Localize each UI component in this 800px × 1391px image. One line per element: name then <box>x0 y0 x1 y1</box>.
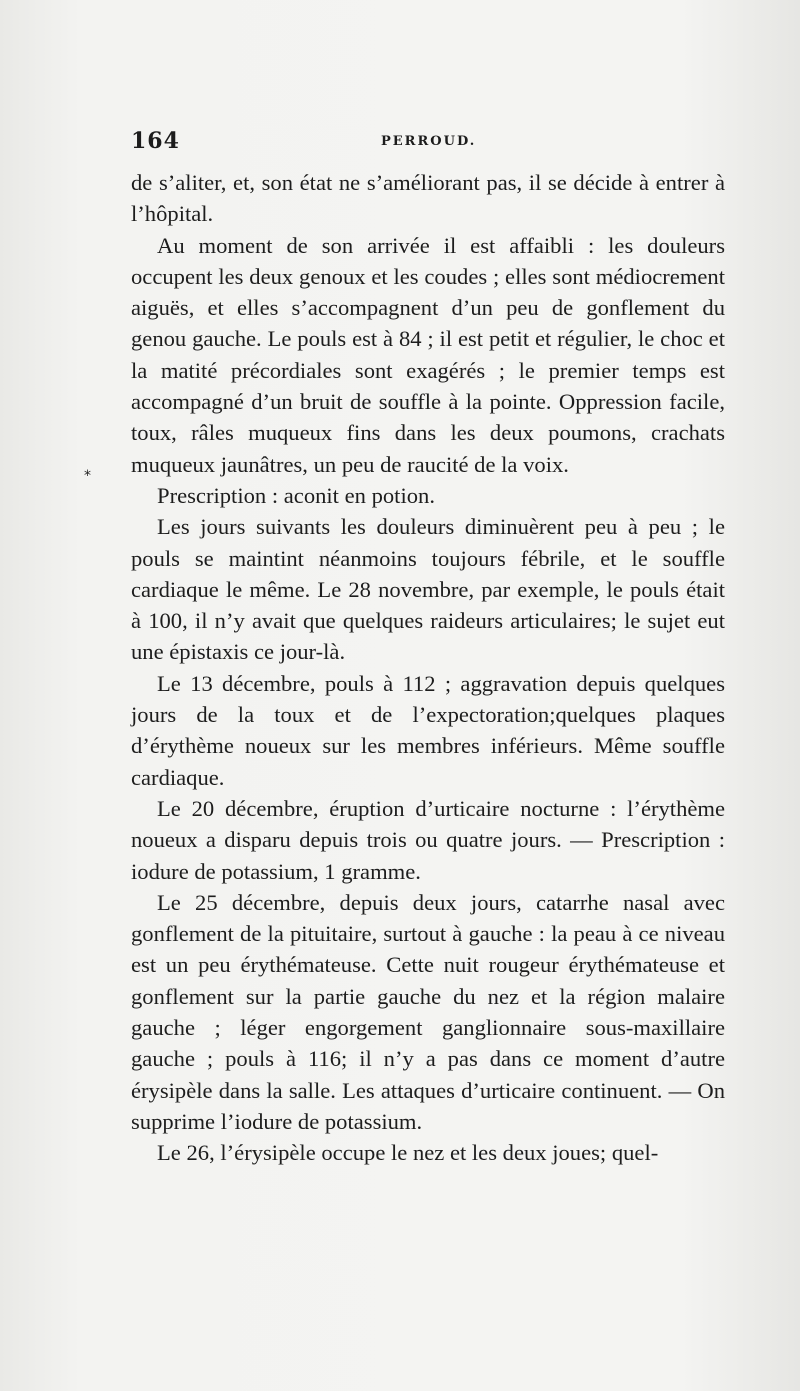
body-text <box>131 167 725 1169</box>
paragraph-dec-26: Le 26, l’érysipèle occupe le nez et les deux joues; quel- <box>157 1140 659 1166</box>
paragraph-prescription: Prescription : aconit en potion. <box>157 482 435 508</box>
paragraph-continuation: de s’aliter, et, son état ne s’améliorant pas, il se décide à entrer à l’hôpital. <box>131 170 725 227</box>
paragraph-dec-13: Le 13 décembre, pouls à 112 ; aggravation depuis quelques jours de la toux et de l’expectoration;quelques plaques d’érythème noueux sur les membres inférieurs. Même souffle cardiaque. <box>131 670 725 790</box>
paragraph-following-days: Les jours suivants les douleurs diminuèrent peu à peu ; le pouls se maintint néanmoins toujours fébrile, et le souffle cardiaque le même. Le 28 novembre, par exemple, le pouls était à 100, il n’y avait que quelques raideurs articulaires; le sujet eut une épistaxis ce jour-là. <box>131 514 725 665</box>
paragraph-dec-25: Le 25 décembre, depuis deux jours, catarrhe nasal avec gonflement de la pituitaire, surtout à gauche : la peau à ce niveau est un peu érythémateuse. Cette nuit rougeur érythémateuse et gonflement sur la partie gauche du nez et la région malaire gauche ; léger engorgement ganglionnaire sous-maxillaire gauche ; pouls à 116; il n’y a pas dans ce moment d’autre érysipèle dans la salle. Les attaques d’urticaire continuent. — On supprime l’iodure de potassium. <box>131 889 725 1134</box>
running-head: PERROUD. <box>381 134 477 149</box>
page-number: 164 <box>131 128 180 154</box>
paragraph-arrival: Au moment de son arrivée il est affaibli : les douleurs occupent les deux genoux et les coudes ; elles sont médiocrement aiguës, et elles s’accompagnent d’un peu de gonflement du genou gauche. Le pouls est à 84 ; il est petit et régulier, le choc et la matité précordiales sont exagérés ; le premier temps est accompagné d’un bruit de souffle à la pointe. Oppression facile, toux, râles muqueux fins dans les deux poumons, crachats muqueux jaunâtres, un peu de raucité de la voix. <box>131 232 725 477</box>
page-header <box>131 128 725 158</box>
paragraph-dec-20: Le 20 décembre, éruption d’urticaire nocturne : l’érythème noueux a disparu depuis trois ou quatre jours. — Prescription : iodure de potassium, 1 gramme. <box>131 795 725 884</box>
margin-mark: * <box>84 468 91 484</box>
